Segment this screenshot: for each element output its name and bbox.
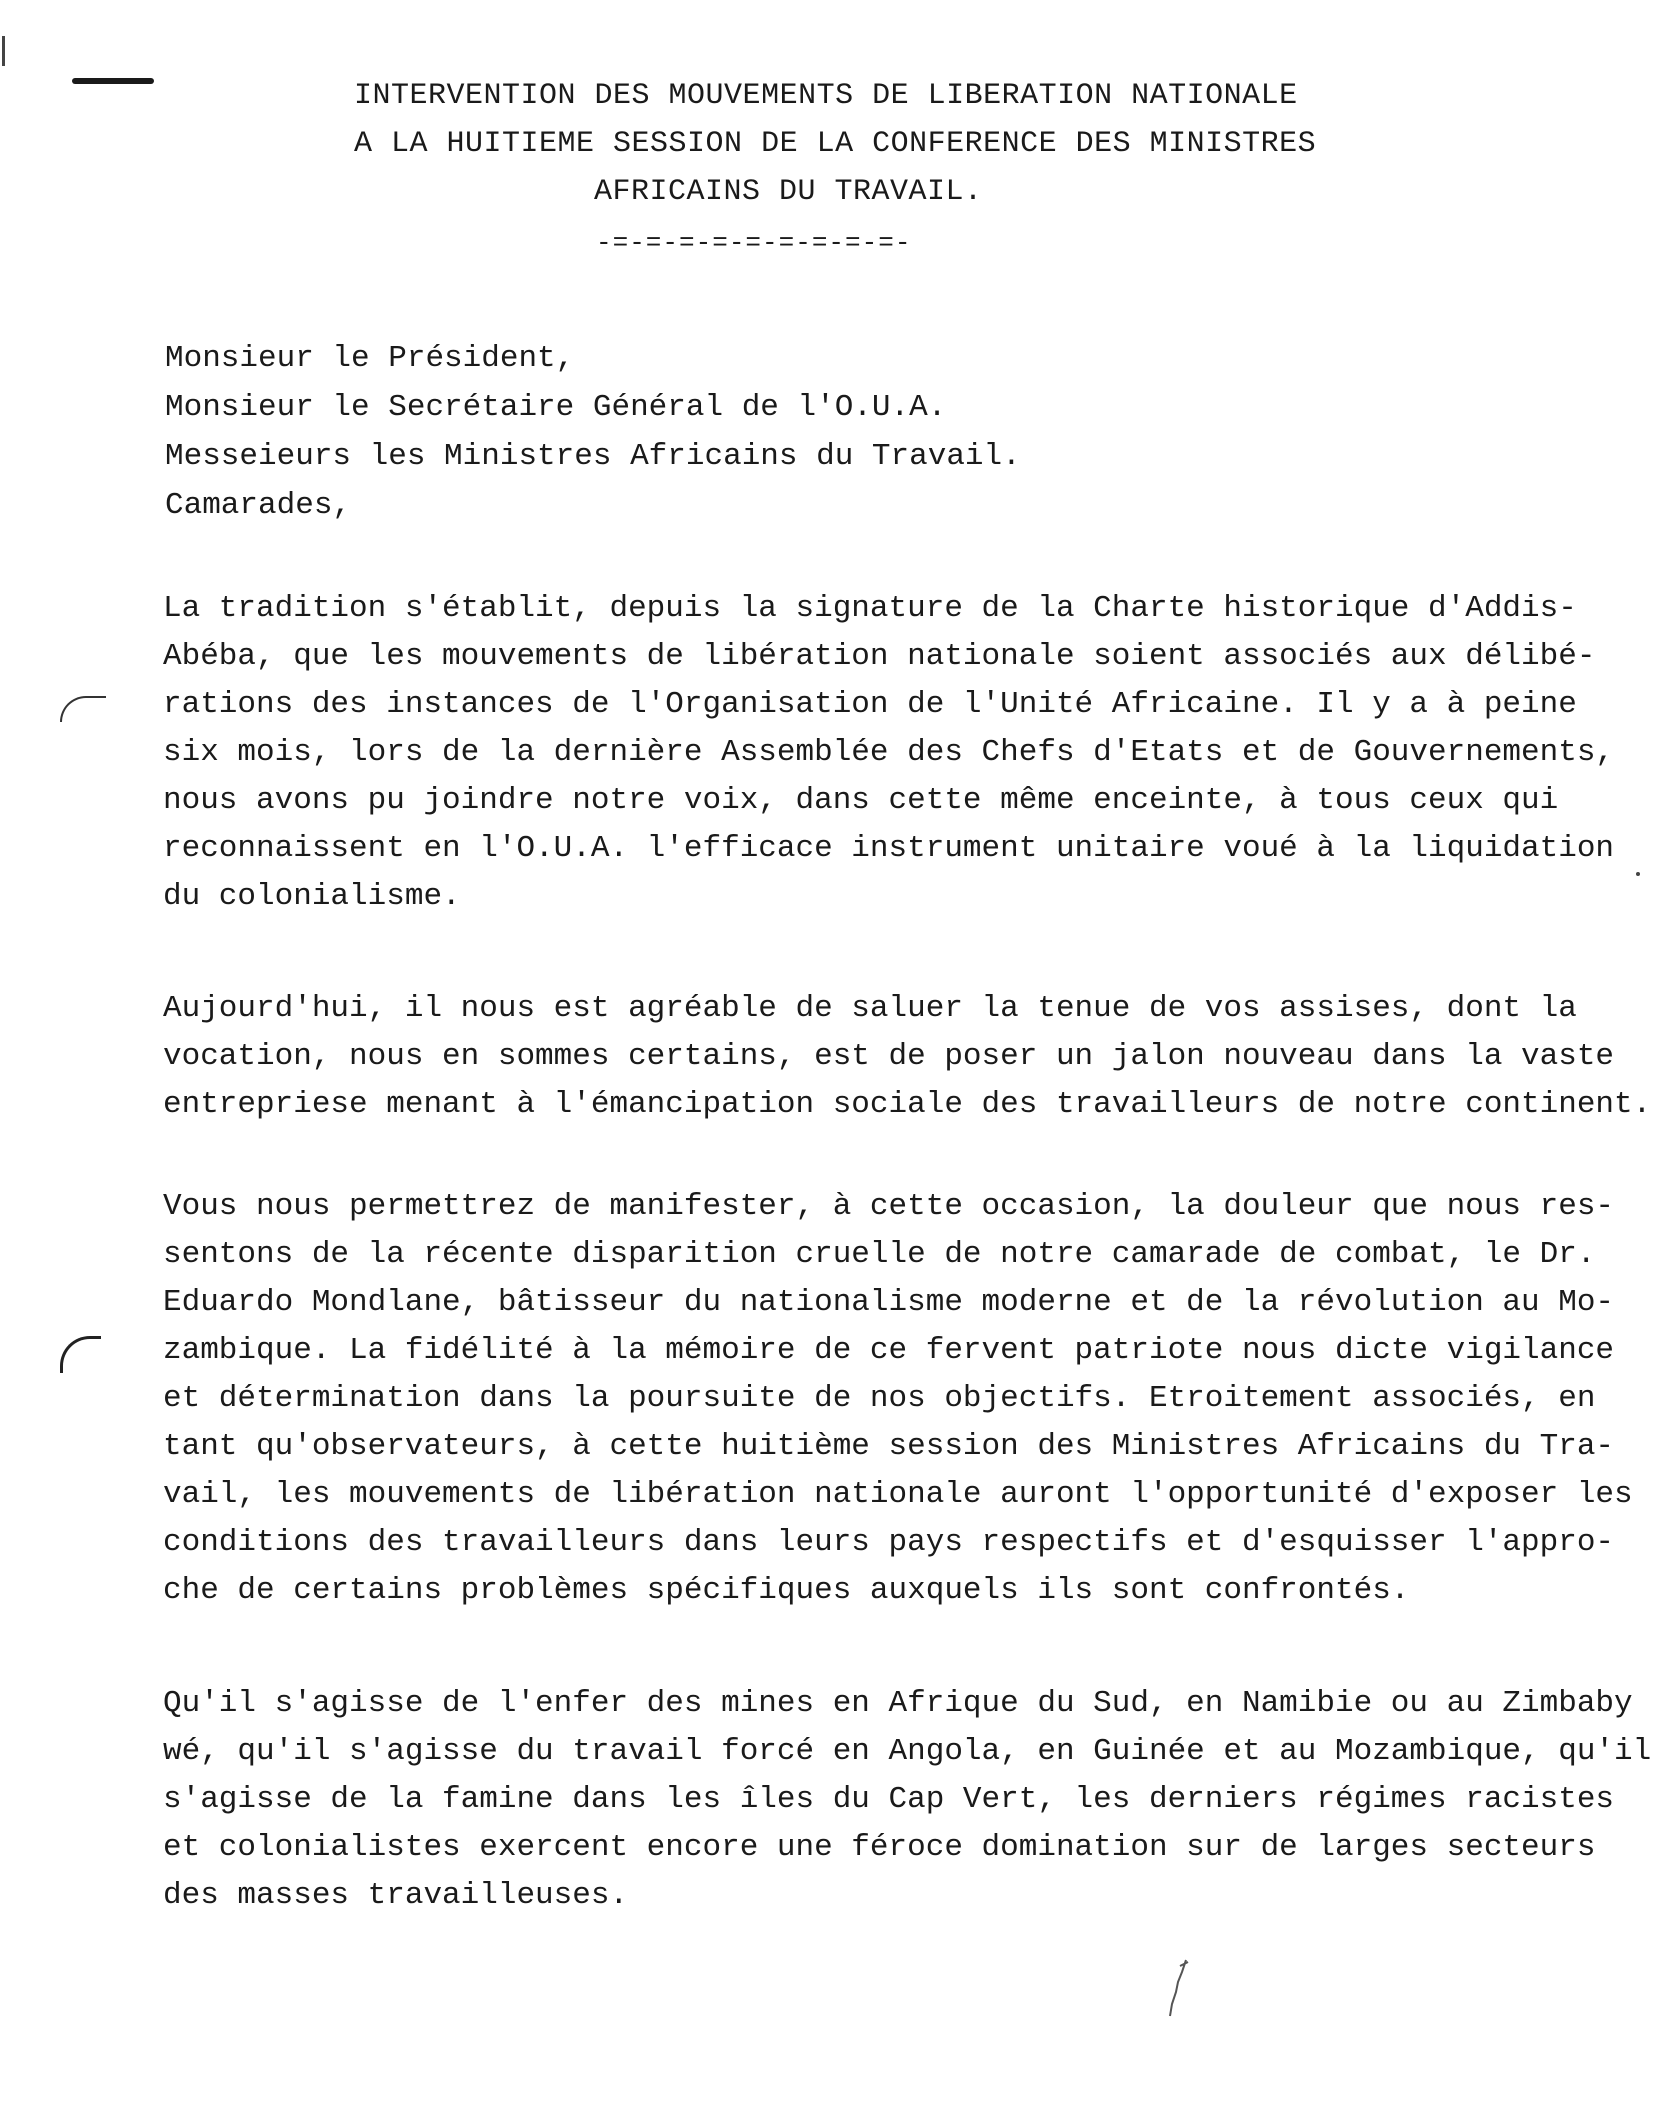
text-line: des masses travailleuses.: [163, 1878, 629, 1913]
text-line: et détermination dans la poursuite de nos objectifs. Etroitement associés, en: [163, 1381, 1596, 1416]
title-line: INTERVENTION DES MOUVEMENTS DE LIBERATION NATIONALE: [354, 79, 1298, 113]
text-line: nous avons pu joindre notre voix, dans cette même enceinte, à tous ceux qui: [163, 783, 1559, 818]
text-line: entrepriese menant à l'émancipation sociale des travailleurs de notre continent.: [163, 1087, 1652, 1122]
text-line: du colonialisme.: [163, 879, 461, 914]
paragraph: [163, 1680, 1652, 1920]
text-line: rations des instances de l'Organisation de l'Unité Africaine. Il y a à peine: [163, 687, 1577, 722]
paragraph: [163, 985, 1652, 1129]
margin-tick-mark: [2, 36, 5, 66]
salutation-line: Messeieurs les Ministres Africains du Travail.: [165, 439, 1021, 474]
text-line: vocation, nous en sommes certains, est de poser un jalon nouveau dans la vaste: [163, 1039, 1615, 1074]
salutation-line: Monsieur le Président,: [165, 341, 575, 376]
margin-arc-mark: [60, 696, 106, 722]
text-line: zambique. La fidélité à la mémoire de ce fervent patriote nous dicte vigilance: [163, 1333, 1615, 1368]
text-line: six mois, lors de la dernière Assemblée des Chefs d'Etats et de Gouvernements,: [163, 735, 1615, 770]
text-line: Abéba, que les mouvements de libération nationale soient associés aux délibé-: [163, 639, 1596, 674]
title-line: AFRICAINS DU TRAVAIL.: [594, 175, 983, 209]
salutation-block: [165, 334, 1021, 530]
salutation-line: Camarades,: [165, 488, 352, 523]
text-line: Eduardo Mondlane, bâtisseur du nationalisme moderne et de la révolution au Mo-: [163, 1285, 1615, 1320]
text-line: tant qu'observateurs, à cette huitième session des Ministres Africains du Tra-: [163, 1429, 1615, 1464]
text-line: s'agisse de la famine dans les îles du Cap Vert, les derniers régimes racistes: [163, 1782, 1615, 1817]
text-line: sentons de la récente disparition cruelle de notre camarade de combat, le Dr.: [163, 1237, 1596, 1272]
text-line: conditions des travailleurs dans leurs pays respectifs et d'esquisser l'appro-: [163, 1525, 1615, 1560]
text-line: che de certains problèmes spécifiques auxquels ils sont confrontés.: [163, 1573, 1410, 1608]
paragraph: [163, 1183, 1643, 1615]
document-title: [330, 72, 1330, 216]
margin-dash-mark: [72, 78, 154, 84]
text-line: wé, qu'il s'agisse du travail forcé en Angola, en Guinée et au Mozambique, qu'il: [163, 1734, 1652, 1769]
text-line: Qu'il s'agisse de l'enfer des mines en Afrique du Sud, en Namibie ou au Zimbaby: [163, 1686, 1633, 1721]
handwritten-scribble-mark: [1158, 1956, 1198, 2026]
title-line: A LA HUITIEME SESSION DE LA CONFERENCE DES MINISTRES: [354, 127, 1317, 161]
text-line: reconnaissent en l'O.U.A. l'efficace instrument unitaire voué à la liquidation: [163, 831, 1615, 866]
text-line: La tradition s'établit, depuis la signature de la Charte historique d'Addis-: [163, 591, 1577, 626]
paragraph: [163, 585, 1643, 921]
text-line: et colonialistes exercent encore une féroce domination sur de larges secteurs: [163, 1830, 1596, 1865]
margin-arc-mark: [60, 1336, 101, 1373]
text-line: Vous nous permettrez de manifester, à cette occasion, la douleur que nous res-: [163, 1189, 1615, 1224]
title-underline-rule: -=-=-=-=-=-=-=-=-=-: [596, 228, 912, 258]
salutation-line: Monsieur le Secrétaire Général de l'O.U.A.: [165, 390, 947, 425]
text-line: vail, les mouvements de libération nationale auront l'opportunité d'exposer les: [163, 1477, 1633, 1512]
text-line: Aujourd'hui, il nous est agréable de saluer la tenue de vos assises, dont la: [163, 991, 1577, 1026]
